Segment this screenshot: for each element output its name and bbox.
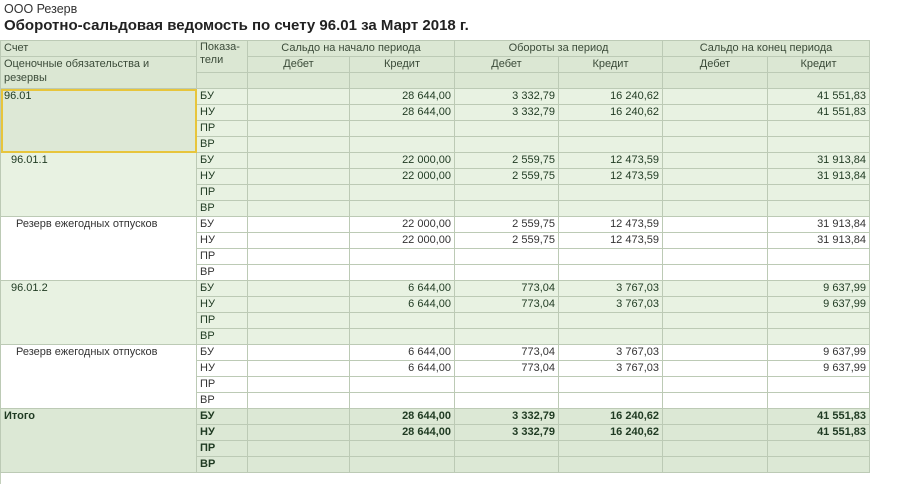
turnover-debit-cell[interactable]: 773,04 <box>455 281 559 297</box>
header-row-1 <box>1 41 870 57</box>
turnover-credit-cell[interactable] <box>559 377 663 393</box>
opening-debit-cell[interactable] <box>248 409 350 425</box>
opening-credit-cell[interactable]: 6 644,00 <box>350 281 455 297</box>
indicator-cell[interactable]: ПР <box>197 377 248 393</box>
opening-debit-cell[interactable] <box>248 169 350 185</box>
turnover-credit-cell[interactable] <box>559 201 663 217</box>
account-cell[interactable]: 96.01.1 <box>1 153 197 217</box>
closing-credit-cell[interactable]: 41 551,83 <box>768 425 870 441</box>
closing-debit-cell[interactable] <box>663 105 768 121</box>
opening-credit-cell[interactable]: 28 644,00 <box>350 89 455 105</box>
table-row[interactable] <box>1 345 870 361</box>
turnover-credit-cell[interactable] <box>559 393 663 409</box>
opening-credit-cell[interactable] <box>350 249 455 265</box>
header-row-2 <box>1 57 870 73</box>
closing-debit-cell[interactable] <box>663 233 768 249</box>
turnover-debit-cell[interactable]: 3 332,79 <box>455 409 559 425</box>
closing-debit-cell[interactable] <box>663 249 768 265</box>
turnover-credit-cell[interactable]: 16 240,62 <box>559 425 663 441</box>
turnover-debit-cell[interactable] <box>455 457 559 473</box>
closing-debit-cell[interactable] <box>663 329 768 345</box>
closing-credit-cell[interactable] <box>768 185 870 201</box>
header-account-name[interactable]: Оценочные обязательства и резервы <box>1 57 197 89</box>
turnover-credit-cell[interactable]: 12 473,59 <box>559 217 663 233</box>
indicator-cell[interactable]: БУ <box>197 409 248 425</box>
closing-debit-cell[interactable] <box>663 265 768 281</box>
opening-debit-cell[interactable] <box>248 377 350 393</box>
closing-credit-cell[interactable]: 31 913,84 <box>768 169 870 185</box>
turnover-credit-cell[interactable]: 3 767,03 <box>559 281 663 297</box>
turnover-credit-cell[interactable]: 16 240,62 <box>559 409 663 425</box>
header-turnover-debit[interactable]: Дебет <box>455 57 559 73</box>
indicator-cell[interactable]: ПР <box>197 249 248 265</box>
opening-debit-cell[interactable] <box>248 345 350 361</box>
opening-credit-cell[interactable]: 28 644,00 <box>350 409 455 425</box>
turnover-credit-cell[interactable]: 16 240,62 <box>559 105 663 121</box>
table-row[interactable] <box>1 409 870 425</box>
closing-credit-cell[interactable]: 9 637,99 <box>768 281 870 297</box>
turnover-debit-cell[interactable] <box>455 313 559 329</box>
closing-credit-cell[interactable]: 41 551,83 <box>768 105 870 121</box>
turnover-debit-cell[interactable] <box>455 329 559 345</box>
turnover-credit-cell[interactable] <box>559 185 663 201</box>
indicator-cell[interactable]: БУ <box>197 345 248 361</box>
closing-credit-cell[interactable]: 31 913,84 <box>768 217 870 233</box>
opening-debit-cell[interactable] <box>248 249 350 265</box>
account-cell[interactable]: Резерв ежегодных отпусков <box>1 217 197 281</box>
closing-debit-cell[interactable] <box>663 313 768 329</box>
turnover-debit-cell[interactable]: 2 559,75 <box>455 169 559 185</box>
opening-credit-cell[interactable] <box>350 185 455 201</box>
turnover-credit-cell[interactable]: 12 473,59 <box>559 169 663 185</box>
closing-credit-cell[interactable] <box>768 249 870 265</box>
closing-credit-cell[interactable] <box>768 377 870 393</box>
opening-credit-cell[interactable]: 22 000,00 <box>350 169 455 185</box>
indicator-cell[interactable]: БУ <box>197 217 248 233</box>
closing-debit-cell[interactable] <box>663 425 768 441</box>
opening-credit-cell[interactable]: 6 644,00 <box>350 361 455 377</box>
opening-debit-cell[interactable] <box>248 105 350 121</box>
turnover-credit-cell[interactable]: 16 240,62 <box>559 89 663 105</box>
closing-debit-cell[interactable] <box>663 185 768 201</box>
closing-credit-cell[interactable] <box>768 121 870 137</box>
opening-debit-cell[interactable] <box>248 425 350 441</box>
turnover-debit-cell[interactable]: 2 559,75 <box>455 233 559 249</box>
opening-debit-cell[interactable] <box>248 361 350 377</box>
turnover-credit-cell[interactable] <box>559 441 663 457</box>
closing-credit-cell[interactable]: 31 913,84 <box>768 153 870 169</box>
turnover-credit-cell[interactable] <box>559 313 663 329</box>
closing-debit-cell[interactable] <box>663 169 768 185</box>
indicator-cell[interactable]: НУ <box>197 233 248 249</box>
opening-debit-cell[interactable] <box>248 265 350 281</box>
closing-credit-cell[interactable] <box>768 457 870 473</box>
header-opening-credit[interactable]: Кредит <box>350 57 455 73</box>
indicator-cell[interactable]: ВР <box>197 137 248 153</box>
table-row[interactable] <box>1 89 870 105</box>
turnover-debit-cell[interactable]: 3 332,79 <box>455 105 559 121</box>
closing-debit-cell[interactable] <box>663 153 768 169</box>
opening-debit-cell[interactable] <box>248 313 350 329</box>
turnover-credit-cell[interactable]: 3 767,03 <box>559 361 663 377</box>
opening-debit-cell[interactable] <box>248 233 350 249</box>
indicator-cell[interactable]: НУ <box>197 425 248 441</box>
opening-credit-cell[interactable]: 28 644,00 <box>350 105 455 121</box>
closing-credit-cell[interactable] <box>768 393 870 409</box>
opening-credit-cell[interactable]: 28 644,00 <box>350 425 455 441</box>
opening-credit-cell[interactable] <box>350 137 455 153</box>
opening-debit-cell[interactable] <box>248 281 350 297</box>
turnover-credit-cell[interactable] <box>559 265 663 281</box>
turnover-debit-cell[interactable] <box>455 393 559 409</box>
opening-debit-cell[interactable] <box>248 217 350 233</box>
opening-credit-cell[interactable]: 22 000,00 <box>350 233 455 249</box>
indicator-cell[interactable]: ВР <box>197 393 248 409</box>
closing-credit-cell[interactable]: 9 637,99 <box>768 297 870 313</box>
indicator-cell[interactable]: ПР <box>197 313 248 329</box>
closing-debit-cell[interactable] <box>663 281 768 297</box>
header-opening-debit[interactable]: Дебет <box>248 57 350 73</box>
account-cell[interactable]: Резерв ежегодных отпусков <box>1 345 197 409</box>
opening-credit-cell[interactable]: 6 644,00 <box>350 345 455 361</box>
account-cell[interactable]: Итого <box>1 409 197 473</box>
header-closing-balance[interactable]: Сальдо на конец периода <box>663 41 870 57</box>
turnover-credit-cell[interactable] <box>559 121 663 137</box>
turnover-credit-cell[interactable] <box>559 329 663 345</box>
indicator-cell[interactable]: НУ <box>197 169 248 185</box>
opening-credit-cell[interactable] <box>350 457 455 473</box>
turnover-debit-cell[interactable]: 2 559,75 <box>455 217 559 233</box>
closing-credit-cell[interactable]: 9 637,99 <box>768 345 870 361</box>
closing-debit-cell[interactable] <box>663 377 768 393</box>
turnover-credit-cell[interactable] <box>559 137 663 153</box>
opening-credit-cell[interactable] <box>350 377 455 393</box>
indicator-cell[interactable]: ПР <box>197 121 248 137</box>
opening-credit-cell[interactable] <box>350 313 455 329</box>
closing-debit-cell[interactable] <box>663 393 768 409</box>
turnover-debit-cell[interactable]: 773,04 <box>455 361 559 377</box>
opening-debit-cell[interactable] <box>248 185 350 201</box>
opening-credit-cell[interactable]: 6 644,00 <box>350 297 455 313</box>
opening-debit-cell[interactable] <box>248 137 350 153</box>
closing-debit-cell[interactable] <box>663 441 768 457</box>
organization-name: ООО Резерв <box>4 2 78 16</box>
opening-credit-cell[interactable]: 22 000,00 <box>350 153 455 169</box>
header-opening-balance[interactable]: Сальдо на начало периода <box>248 41 455 57</box>
table-row[interactable] <box>1 281 870 297</box>
closing-debit-cell[interactable] <box>663 121 768 137</box>
indicator-cell[interactable]: ВР <box>197 329 248 345</box>
closing-debit-cell[interactable] <box>663 409 768 425</box>
turnover-credit-cell[interactable]: 3 767,03 <box>559 297 663 313</box>
empty-area <box>869 40 900 460</box>
turnover-debit-cell[interactable]: 2 559,75 <box>455 153 559 169</box>
closing-debit-cell[interactable] <box>663 361 768 377</box>
turnover-debit-cell[interactable] <box>455 121 559 137</box>
opening-credit-cell[interactable] <box>350 121 455 137</box>
indicator-cell[interactable]: ПР <box>197 185 248 201</box>
header-closing-debit[interactable]: Дебет <box>663 57 768 73</box>
account-cell[interactable]: 96.01.2 <box>1 281 197 345</box>
closing-credit-cell[interactable] <box>768 329 870 345</box>
turnover-credit-cell[interactable]: 3 767,03 <box>559 345 663 361</box>
opening-credit-cell[interactable] <box>350 329 455 345</box>
opening-debit-cell[interactable] <box>248 457 350 473</box>
opening-debit-cell[interactable] <box>248 297 350 313</box>
turnover-debit-cell[interactable] <box>455 137 559 153</box>
turnover-debit-cell[interactable] <box>455 201 559 217</box>
indicator-cell[interactable]: ПР <box>197 441 248 457</box>
indicator-cell[interactable]: БУ <box>197 153 248 169</box>
indicator-cell[interactable]: БУ <box>197 281 248 297</box>
table-row[interactable] <box>1 217 870 233</box>
report-title: Оборотно-сальдовая ведомость по счету 96.01 за Март 2018 г. <box>4 17 469 34</box>
opening-credit-cell[interactable] <box>350 201 455 217</box>
closing-debit-cell[interactable] <box>663 201 768 217</box>
indicator-cell[interactable]: ВР <box>197 457 248 473</box>
turnover-debit-cell[interactable] <box>455 441 559 457</box>
closing-credit-cell[interactable] <box>768 265 870 281</box>
closing-credit-cell[interactable] <box>768 441 870 457</box>
header-turnover[interactable]: Обороты за период <box>455 41 663 57</box>
opening-debit-cell[interactable] <box>248 393 350 409</box>
indicator-cell[interactable]: НУ <box>197 361 248 377</box>
opening-credit-cell[interactable] <box>350 265 455 281</box>
opening-debit-cell[interactable] <box>248 153 350 169</box>
turnover-debit-cell[interactable]: 773,04 <box>455 297 559 313</box>
closing-debit-cell[interactable] <box>663 345 768 361</box>
header-account[interactable]: Счет <box>1 41 197 57</box>
closing-debit-cell[interactable] <box>663 297 768 313</box>
turnover-debit-cell[interactable] <box>455 265 559 281</box>
closing-credit-cell[interactable]: 41 551,83 <box>768 89 870 105</box>
indicator-cell[interactable]: НУ <box>197 297 248 313</box>
closing-debit-cell[interactable] <box>663 457 768 473</box>
turnover-debit-cell[interactable]: 3 332,79 <box>455 89 559 105</box>
opening-debit-cell[interactable] <box>248 121 350 137</box>
turnover-credit-cell[interactable] <box>559 457 663 473</box>
header-indicators[interactable]: Показа- тели <box>197 41 248 73</box>
opening-debit-cell[interactable] <box>248 329 350 345</box>
closing-credit-cell[interactable] <box>768 313 870 329</box>
header-turnover-credit[interactable]: Кредит <box>559 57 663 73</box>
report-body <box>1 89 870 473</box>
opening-credit-cell[interactable] <box>350 441 455 457</box>
turnover-debit-cell[interactable]: 773,04 <box>455 345 559 361</box>
closing-debit-cell[interactable] <box>663 217 768 233</box>
closing-credit-cell[interactable]: 31 913,84 <box>768 233 870 249</box>
report-table <box>0 40 870 473</box>
turnover-debit-cell[interactable] <box>455 185 559 201</box>
turnover-debit-cell[interactable]: 3 332,79 <box>455 425 559 441</box>
turnover-debit-cell[interactable] <box>455 377 559 393</box>
turnover-credit-cell[interactable]: 12 473,59 <box>559 153 663 169</box>
indicator-cell[interactable]: БУ <box>197 89 248 105</box>
indicator-cell[interactable]: ВР <box>197 265 248 281</box>
closing-credit-cell[interactable] <box>768 137 870 153</box>
closing-credit-cell[interactable]: 9 637,99 <box>768 361 870 377</box>
turnover-credit-cell[interactable]: 12 473,59 <box>559 233 663 249</box>
header-closing-credit[interactable]: Кредит <box>768 57 870 73</box>
opening-credit-cell[interactable] <box>350 393 455 409</box>
turnover-debit-cell[interactable] <box>455 249 559 265</box>
indicator-cell[interactable]: НУ <box>197 105 248 121</box>
closing-debit-cell[interactable] <box>663 89 768 105</box>
account-cell[interactable]: 96.01 <box>1 89 197 153</box>
opening-debit-cell[interactable] <box>248 89 350 105</box>
opening-debit-cell[interactable] <box>248 441 350 457</box>
opening-credit-cell[interactable]: 22 000,00 <box>350 217 455 233</box>
table-row[interactable] <box>1 153 870 169</box>
turnover-credit-cell[interactable] <box>559 249 663 265</box>
closing-credit-cell[interactable]: 41 551,83 <box>768 409 870 425</box>
closing-credit-cell[interactable] <box>768 201 870 217</box>
opening-debit-cell[interactable] <box>248 201 350 217</box>
closing-debit-cell[interactable] <box>663 137 768 153</box>
indicator-cell[interactable]: ВР <box>197 201 248 217</box>
